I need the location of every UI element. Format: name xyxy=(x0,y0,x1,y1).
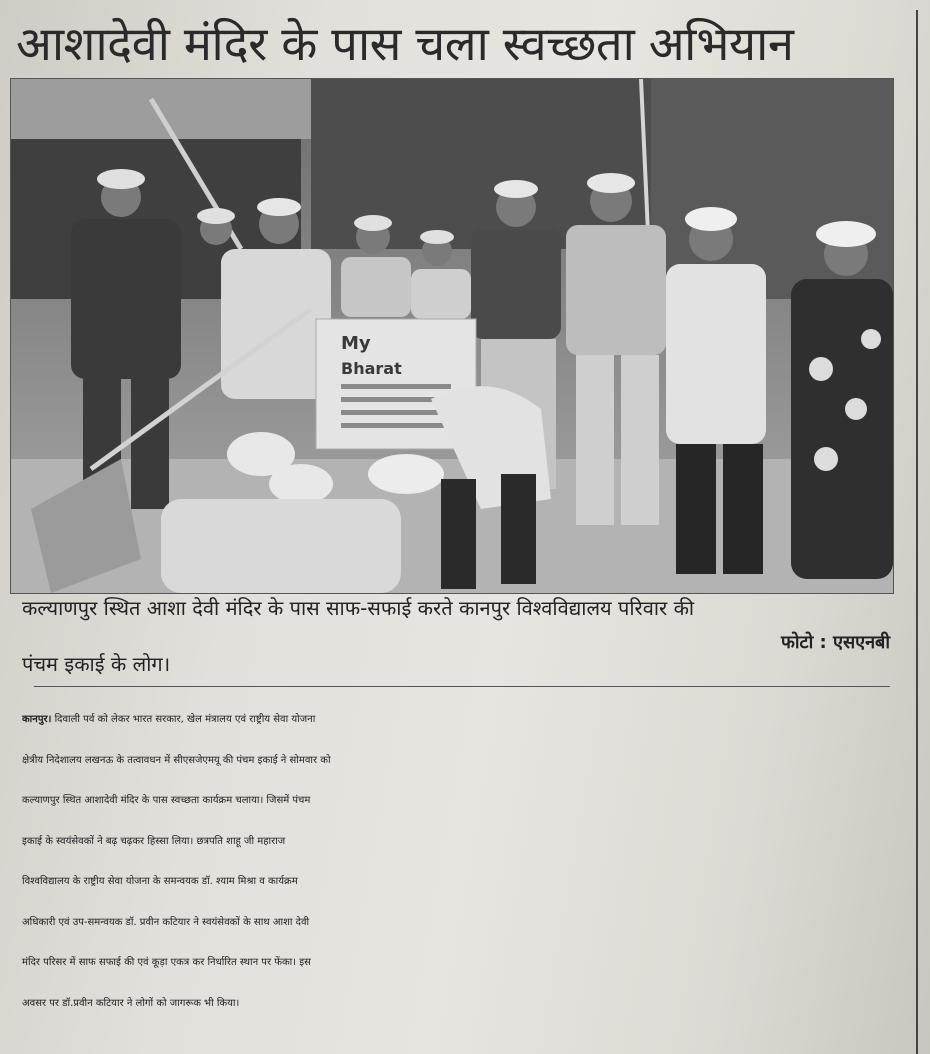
caption-line-1: कल्याणपुर स्थित आशा देवी मंदिर के पास साफ-सफाई करते कानपुर विश्वविद्यालय परिवार की xyxy=(22,596,695,620)
column-rule xyxy=(916,10,918,1054)
body-line-5: विश्वविद्यालय के राष्ट्रीय सेवा योजना के समन्वयक डॉ. श्याम मिश्रा व कार्यक्रम xyxy=(22,876,298,887)
body-line-4: इकाई के स्वयंसेवकों ने बढ़ चढ़कर हिस्सा लिया। छत्रपति शाहू जी महाराज xyxy=(22,835,286,847)
article-body xyxy=(22,700,902,1024)
dateline: कानपुर। xyxy=(22,714,52,725)
body-text-segment: दिवाली पर्व को लेकर भारत सरकार, खेल मंत्रालय एवं राष्ट्रीय सेवा योजना xyxy=(54,714,316,725)
body-line-1 xyxy=(22,700,902,741)
news-photo-image xyxy=(11,79,893,593)
body-line-6: अधिकारी एवं उप-समन्वयक डॉ. प्रवीन कटियार ने स्वयंसेवकों के साथ आशा देवी xyxy=(22,916,310,928)
body-line-7: मंदिर परिसर में साफ सफाई की एवं कूड़ा एकत्र कर निर्धारित स्थान पर फेंका। इस xyxy=(22,957,311,968)
caption-line-2: पंचम इकाई के लोग। xyxy=(22,652,171,676)
article-headline: आशादेवी मंदिर के पास चला स्वच्छता अभियान xyxy=(16,17,794,72)
body-line-3: कल्याणपुर स्थित आशादेवी मंदिर के पास स्वच्छता कार्यक्रम चलाया। जिसमें पंचम xyxy=(22,795,311,806)
body-line-8: अवसर पर डॉ.प्रवीन कटियार ने लोगों को जागरूक भी किया। xyxy=(22,997,240,1009)
banner-text-my: My xyxy=(341,333,371,354)
body-line-2: क्षेत्रीय निदेशालय लखनऊ के तत्वावधन में सीएसजेएमयू की पंचम इकाई ने सोमवार को xyxy=(22,754,331,766)
news-photo xyxy=(10,78,894,594)
photo-credit: फोटो : एसएनबी xyxy=(780,632,890,653)
banner-text-bharat: Bharat xyxy=(341,359,402,378)
caption-divider xyxy=(34,686,890,687)
